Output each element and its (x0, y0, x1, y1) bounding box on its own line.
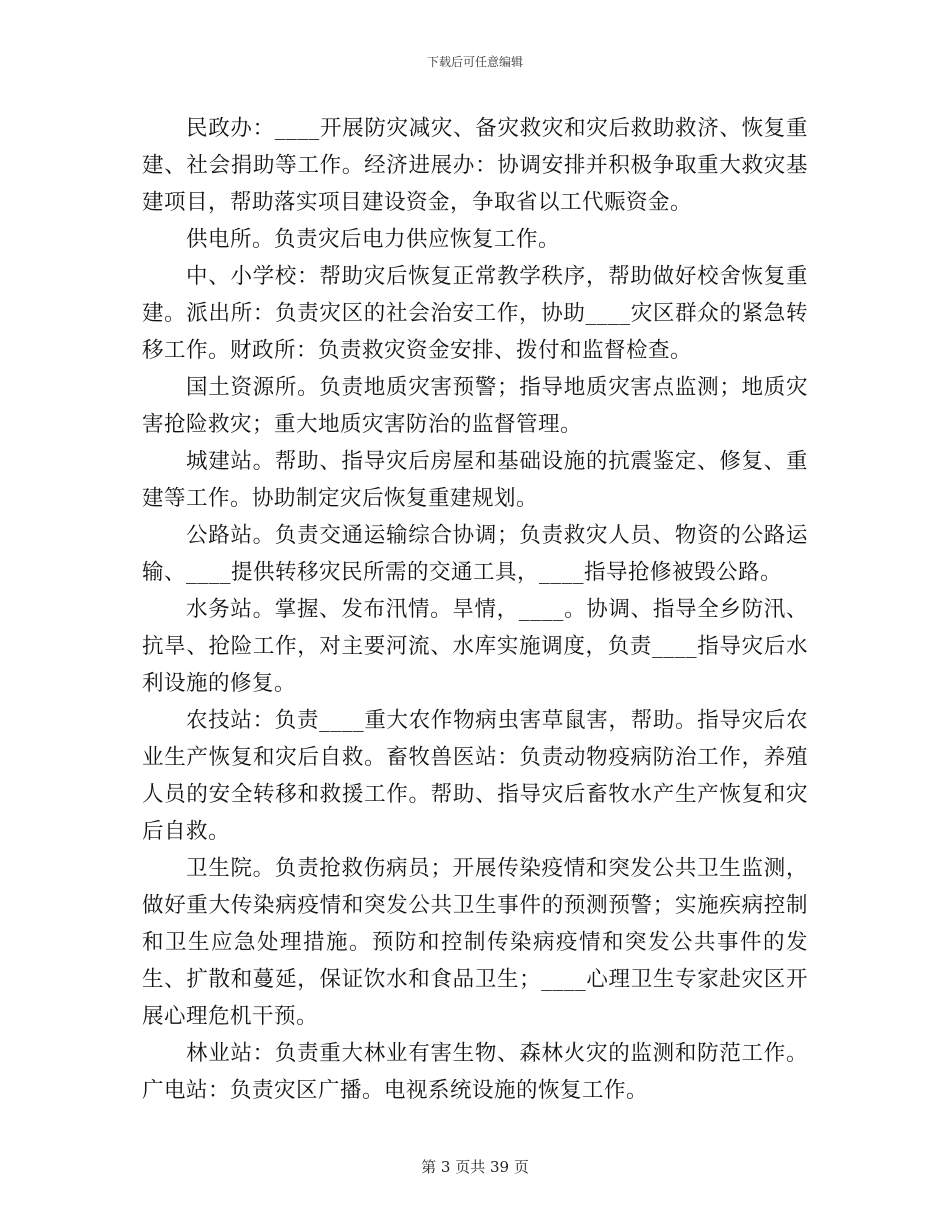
paragraph-agri-tech: 农技站：负责____重大农作物病虫害草鼠害，帮助。指导灾后农业生产恢复和灾后自救。畜牧兽医站：负责动物疫病防治工作，养殖人员的安全转移和救援工作。帮助、指导灾后畜牧水产生产恢复和灾后自救。 (142, 708, 808, 844)
paragraph-health-center: 卫生院。负责抢救伤病员；开展传染疫情和突发公共卫生监测，做好重大传染病疫情和突发公共卫生事件的预测预警；实施疾病控制和卫生应急处理措施。预防和控制传染病疫情和突发公共事件的发生、扩散和蔓延，保证饮水和食品卫生；____心理卫生专家赴灾区开展心理危机干预。 (142, 856, 808, 1029)
document-body (142, 110, 808, 1109)
paragraph-power-supply: 供电所。负责灾后电力供应恢复工作。 (186, 227, 561, 252)
paragraph-highway-station: 公路站。负责交通运输综合协调；负责救灾人员、物资的公路运输、____提供转移灾民所需的交通工具，____指导抢修被毁公路。 (142, 523, 808, 585)
paragraph-civil-affairs: 民政办：____开展防灾减灾、备灾救灾和灾后救助救济、恢复重建、社会捐助等工作。经济进展办：协调安排并积极争取重大救灾基建项目，帮助落实项目建设资金，争取省以工代赈资金。 (142, 116, 808, 215)
page-header: 下载后可任意编辑 (426, 55, 523, 69)
page-number: 第 3 页共 39 页 (421, 1158, 529, 1176)
paragraph-land-resources: 国土资源所。负责地质灾害预警；指导地质灾害点监测；地质灾害抢险救灾；重大地质灾害防治的监督管理。 (142, 375, 808, 437)
paragraph-water-station: 水务站。掌握、发布汛情。旱情，____。协调、指导全乡防汛、抗旱、抢险工作，对主要河流、水库实施调度，负责____指导灾后水利设施的修复。 (142, 597, 808, 696)
paragraph-urban-construction: 城建站。帮助、指导灾后房屋和基础设施的抗震鉴定、修复、重建等工作。协助制定灾后恢复重建规划。 (142, 449, 808, 511)
paragraph-schools: 中、小学校：帮助灾后恢复正常教学秩序，帮助做好校舍恢复重建。派出所：负责灾区的社会治安工作，协助____灾区群众的紧急转移工作。财政所：负责救灾资金安排、拨付和监督检查。 (142, 264, 808, 363)
paragraph-forestry: 林业站：负责重大林业有害生物、森林火灾的监测和防范工作。广电站：负责灾区广播。电视系统设施的恢复工作。 (142, 1041, 808, 1103)
